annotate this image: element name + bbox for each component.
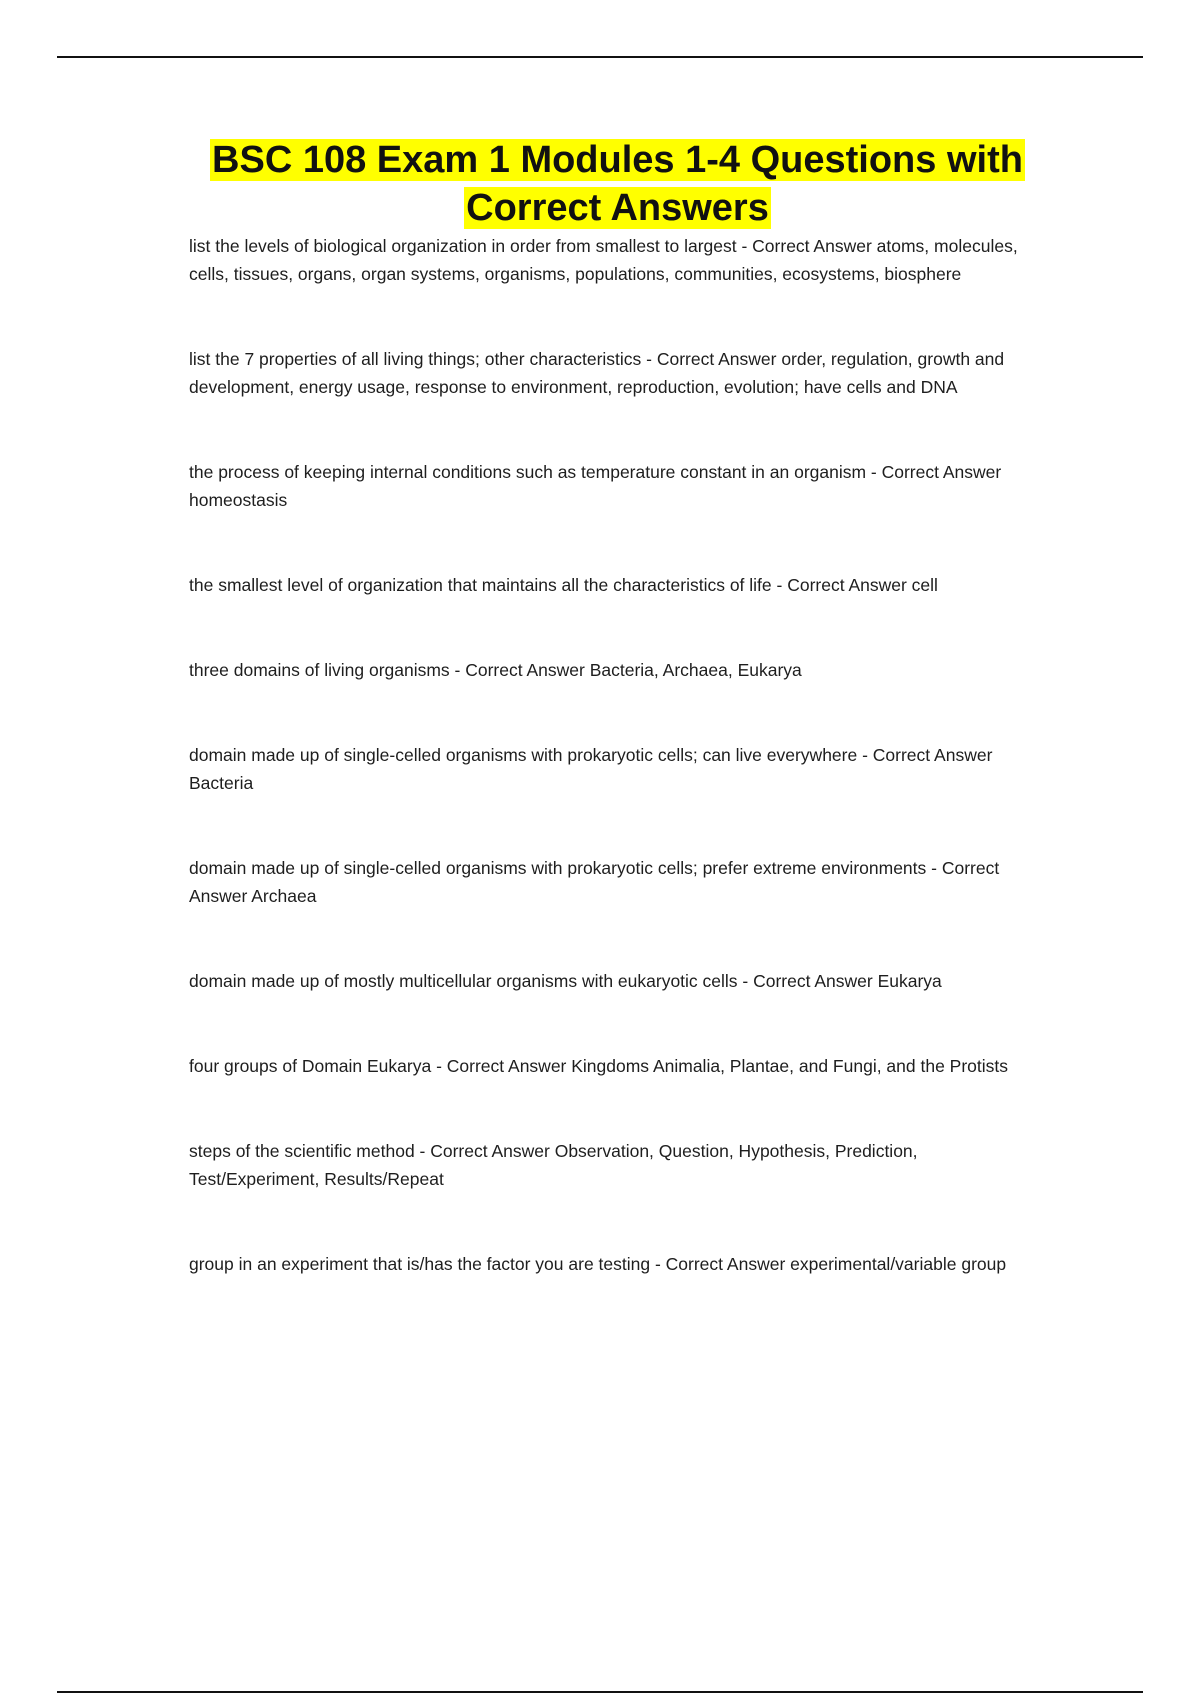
page-title-text: BSC 108 Exam 1 Modules 1-4 Questions with Correct Answers <box>212 139 1023 229</box>
qa-item: domain made up of single-celled organisms with prokaryotic cells; prefer extreme environments - Correct Answer Archaea <box>189 858 1000 906</box>
title-block <box>150 136 1085 232</box>
qa-item: three domains of living organisms - Correct Answer Bacteria, Archaea, Eukarya <box>189 660 802 680</box>
top-rule <box>57 56 1143 58</box>
qa-item: list the levels of biological organization in order from smallest to largest - Correct Answer atoms, molecules, cells, tissues, organs, organ systems, organisms, populations, communities, ecosystems, biosphere <box>189 236 1018 284</box>
qa-item: the process of keeping internal conditions such as temperature constant in an organism - Correct Answer homeostasis <box>189 462 1002 510</box>
qa-item: domain made up of single-celled organisms with prokaryotic cells; can live everywhere - Correct Answer Bacteria <box>189 745 993 793</box>
bottom-rule <box>57 1691 1143 1693</box>
page-title <box>150 136 1085 232</box>
qa-item: list the 7 properties of all living things; other characteristics - Correct Answer order, regulation, growth and development, energy usage, response to environment, reproduction, evolution; have cells and DNA <box>189 349 1005 397</box>
qa-item: the smallest level of organization that maintains all the characteristics of life - Correct Answer cell <box>189 575 938 595</box>
qa-item: domain made up of mostly multicellular organisms with eukaryotic cells - Correct Answer Eukarya <box>189 971 942 991</box>
qa-item: four groups of Domain Eukarya - Correct Answer Kingdoms Animalia, Plantae, and Fungi, and the Protists <box>189 1056 1009 1076</box>
qa-item: steps of the scientific method - Correct Answer Observation, Question, Hypothesis, Prediction, Test/Experiment, Results/Repeat <box>189 1141 918 1189</box>
qa-item: group in an experiment that is/has the factor you are testing - Correct Answer experimental/variable group <box>189 1254 1007 1274</box>
qa-list <box>189 232 1039 1278</box>
